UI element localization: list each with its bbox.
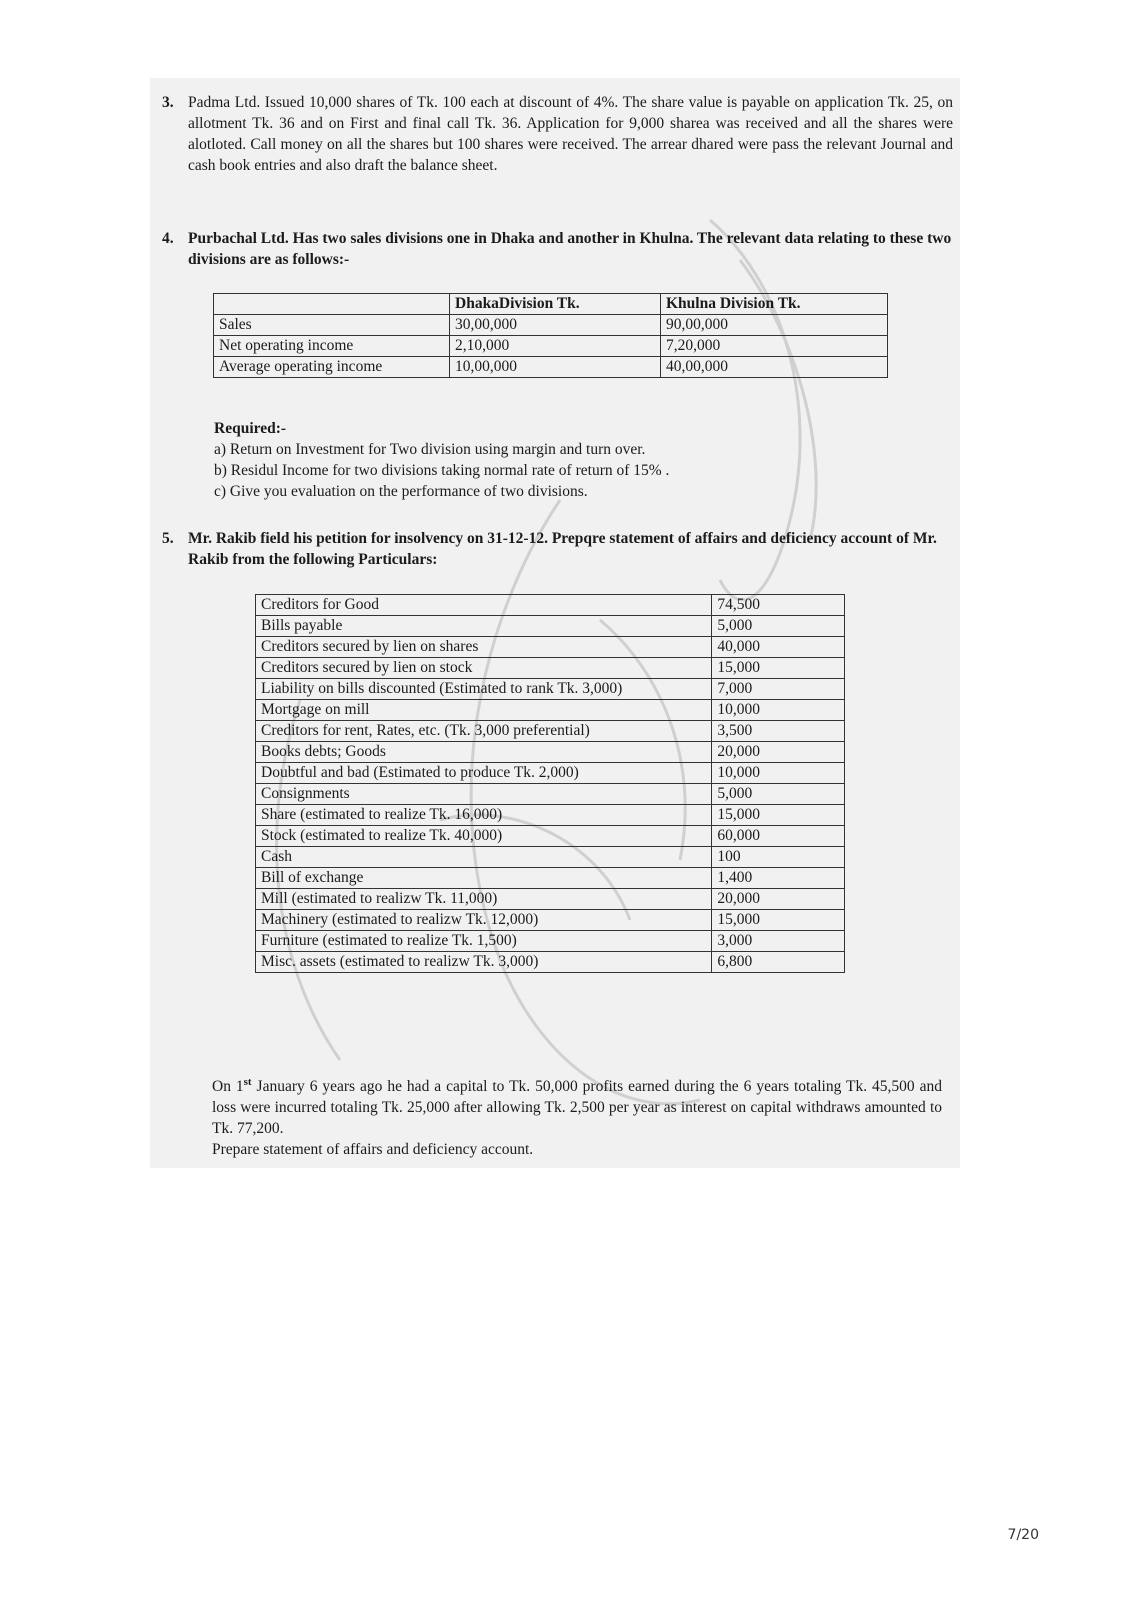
particular-amount: 15,000 [712, 805, 845, 826]
particular-amount: 20,000 [712, 889, 845, 910]
particular-label: Consignments [256, 784, 712, 805]
table-row [256, 637, 845, 658]
particular-label: Mortgage on mill [256, 700, 712, 721]
question-3-number: 3. [162, 94, 174, 111]
table-row [256, 784, 845, 805]
table-cell: Net operating income [214, 336, 450, 357]
particular-label: Creditors for rent, Rates, etc. (Tk. 3,000 preferential) [256, 721, 712, 742]
particular-label: Creditors for Good [256, 595, 712, 616]
particular-amount: 15,000 [712, 910, 845, 931]
particular-amount: 20,000 [712, 742, 845, 763]
particular-amount: 3,000 [712, 931, 845, 952]
table-cell: 2,10,000 [450, 336, 661, 357]
table-row [256, 595, 845, 616]
table-cell: Average operating income [214, 357, 450, 378]
required-item: c) Give you evaluation on the performance of two divisions. [214, 483, 588, 500]
particular-amount: 100 [712, 847, 845, 868]
table-cell: Sales [214, 315, 450, 336]
table-row [256, 658, 845, 679]
tail-final: Prepare statement of affairs and deficiency account. [212, 1141, 534, 1159]
table-row [214, 315, 888, 336]
tail-text: January 6 years ago he had a capital to Tk. 50,000 profits earned during the 6 years totaling Tk. 45,500 and loss were incurred totaling Tk. 25,000 after allowing Tk. 2,500 per year as interest on capital withdraws amounted to Tk. 77,200. [212, 1078, 942, 1138]
table-cell: 90,00,000 [661, 315, 888, 336]
table-header-cell [214, 294, 450, 315]
table-row [256, 826, 845, 847]
required-section [214, 418, 669, 502]
table-row [256, 742, 845, 763]
question-4-number: 4. [162, 230, 174, 247]
table-cell: 40,00,000 [661, 357, 888, 378]
table-row [256, 910, 845, 931]
particular-label: Stock (estimated to realize Tk. 40,000) [256, 826, 712, 847]
particular-amount: 60,000 [712, 826, 845, 847]
table-row [256, 616, 845, 637]
table-row [256, 931, 845, 952]
question-3 [162, 92, 953, 176]
question-4-text: Purbachal Ltd. Has two sales divisions one in Dhaka and another in Khulna. The relevant data relating to these two divisions are as follows:- [188, 230, 952, 268]
particular-label: Misc. assets (estimated to realizw Tk. 3,000) [256, 952, 712, 973]
particular-amount: 74,500 [712, 595, 845, 616]
particular-amount: 5,000 [712, 784, 845, 805]
table-row [256, 805, 845, 826]
particular-amount: 10,000 [712, 700, 845, 721]
required-item: a) Return on Investment for Two division using margin and turn over. [214, 441, 646, 458]
table-header-cell: Khulna Division Tk. [661, 294, 888, 315]
table-header-cell: DhakaDivision Tk. [450, 294, 661, 315]
particular-amount: 15,000 [712, 658, 845, 679]
table-row [256, 700, 845, 721]
particular-label: Mill (estimated to realizw Tk. 11,000) [256, 889, 712, 910]
particular-label: Bill of exchange [256, 868, 712, 889]
table-cell: 30,00,000 [450, 315, 661, 336]
particular-label: Bills payable [256, 616, 712, 637]
question-3-text: Padma Ltd. Issued 10,000 shares of Tk. 100 each at discount of 4%. The share value is payable on application Tk. 25, on allotment Tk. 36 and on First and final call Tk. 36. Application for 9,000 sharea was received and all the shares were alotloted. Call money on all the shares but 100 shares were received. The arrear dhared were pass the relevant Journal and cash book entries and also draft the balance sheet. [188, 94, 953, 174]
particular-label: Machinery (estimated to realizw Tk. 12,000) [256, 910, 712, 931]
particular-amount: 5,000 [712, 616, 845, 637]
page-number: 7/20 [1007, 1527, 1039, 1543]
table-row [256, 763, 845, 784]
table-row [256, 868, 845, 889]
particular-label: Creditors secured by lien on shares [256, 637, 712, 658]
particular-label: Liability on bills discounted (Estimated to rank Tk. 3,000) [256, 679, 712, 700]
table-row [256, 679, 845, 700]
table-row [256, 952, 845, 973]
particular-label: Share (estimated to realize Tk. 16,000) [256, 805, 712, 826]
particular-amount: 3,500 [712, 721, 845, 742]
table-row [214, 357, 888, 378]
particular-label: Cash [256, 847, 712, 868]
table-row [256, 889, 845, 910]
particular-amount: 1,400 [712, 868, 845, 889]
tail-superscript: st [243, 1076, 252, 1088]
particular-amount: 10,000 [712, 763, 845, 784]
question-5-tail [212, 1072, 942, 1160]
required-title: Required:- [214, 420, 287, 437]
table-row [214, 336, 888, 357]
question-5-text: Mr. Rakib field his petition for insolvency on 31-12-12. Prepqre statement of affairs and deficiency account of Mr. Rakib from the following Particulars: [188, 530, 937, 568]
particular-amount: 6,800 [712, 952, 845, 973]
question-4 [162, 228, 953, 270]
divisions-table [213, 293, 888, 378]
table-row [256, 721, 845, 742]
table-row [256, 847, 845, 868]
question-5 [162, 528, 953, 570]
table-cell: 7,20,000 [661, 336, 888, 357]
particular-label: Doubtful and bad (Estimated to produce Tk. 2,000) [256, 763, 712, 784]
particular-amount: 7,000 [712, 679, 845, 700]
particular-amount: 40,000 [712, 637, 845, 658]
tail-prefix: On 1 [212, 1078, 244, 1096]
question-5-number: 5. [162, 530, 174, 547]
particular-label: Furniture (estimated to realize Tk. 1,500) [256, 931, 712, 952]
required-item: b) Residul Income for two divisions taking normal rate of return of 15% . [214, 462, 670, 479]
table-header-row [214, 294, 888, 315]
particulars-table [255, 594, 845, 973]
table-cell: 10,00,000 [450, 357, 661, 378]
particular-label: Books debts; Goods [256, 742, 712, 763]
particular-label: Creditors secured by lien on stock [256, 658, 712, 679]
